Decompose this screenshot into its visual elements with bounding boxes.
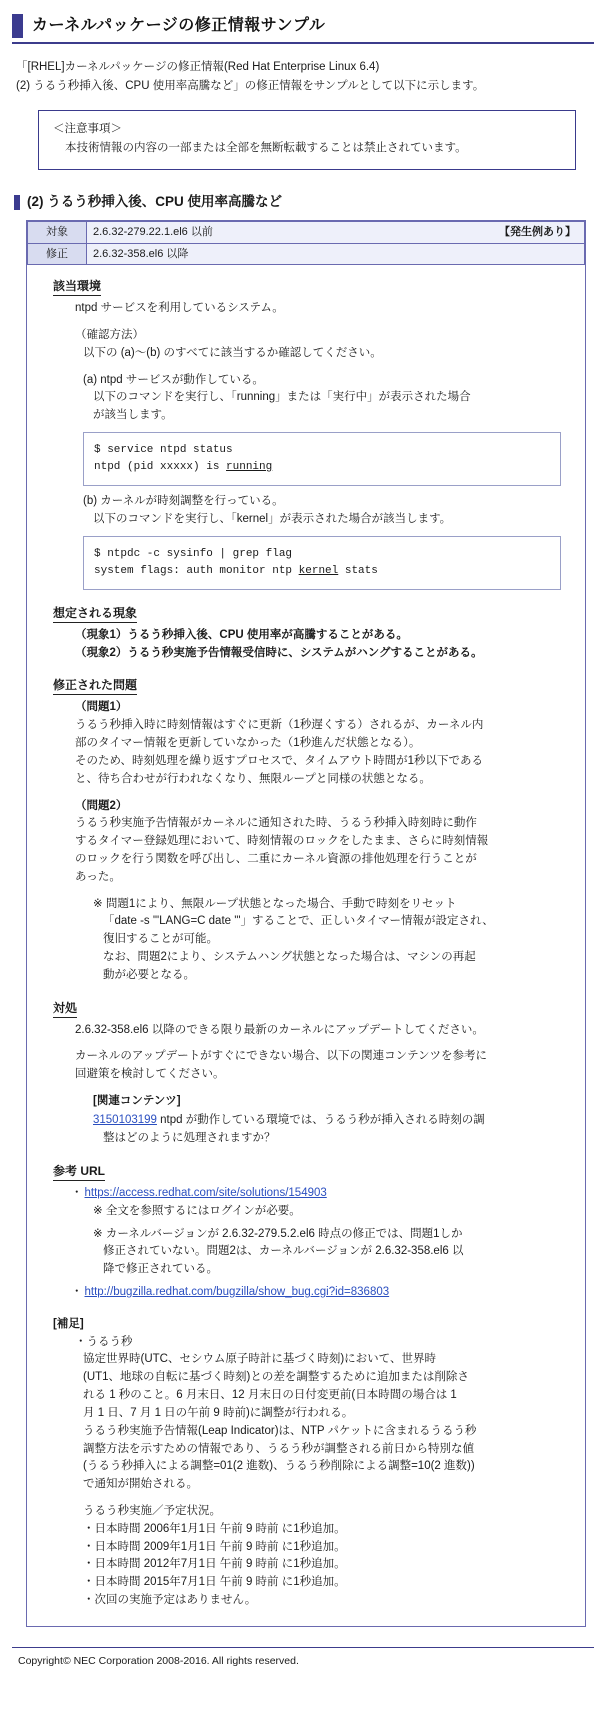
problem-1-line-1: うるう秒挿入時に時刻情報はすぐに更新（1秒遅くする）されるが、カーネル内 <box>75 719 484 732</box>
supplement-line-2: (UT1、地球の自転に基づく時刻)との差を調整するために追加または削除さ <box>83 1371 469 1384</box>
version-row-label-fixed: 修正 <box>28 243 87 265</box>
page-title <box>12 14 594 44</box>
supplement-line-8: で通知が開始される。 <box>83 1478 198 1491</box>
section-heading <box>14 192 594 212</box>
code-line-2-prefix: system flags: auth monitor ntp <box>94 564 299 577</box>
code-block-ntpdc-sysinfo <box>83 536 561 590</box>
fixed-note-line-5: 動が必要となる。 <box>103 968 195 981</box>
version-row-label-target: 対象 <box>28 222 87 244</box>
fixed-note-line-4: なお、問題2により、システムハング状態となった場合は、マシンの再起 <box>103 951 476 963</box>
code-line-2-underlined: kernel <box>298 564 339 577</box>
env-line-1: ntpd サービスを利用しているシステム。 <box>75 302 284 315</box>
code-line-1: $ ntpdc -c sysinfo | grep flag <box>94 547 293 560</box>
env-item-a-desc-2: が該当します。 <box>93 409 173 422</box>
fixed-note-line-1: ※ 問題1により、無限ループ状態となった場合、手動で時刻をリセット <box>93 897 457 910</box>
related-content-link[interactable]: 3150103199 <box>93 1114 157 1127</box>
supplement-line-5: うるう秒実施予告情報(Leap Indicator)は、NTP パケットに含まれるうるう秒 <box>83 1424 477 1437</box>
supplement-item-title: ・うるう秒 <box>75 1335 133 1348</box>
version-table <box>27 221 585 265</box>
action-line-1: 2.6.32-358.el6 以降のできる限り最新のカーネルにアップデートしてください。 <box>75 1023 484 1036</box>
env-item-b-desc: 以下のコマンドを実行し、「kernel」が表示された場合が該当します。 <box>93 512 452 525</box>
title-accent-bar <box>12 14 23 38</box>
schedule-item: ・日本時間 2009年1月1日 午前 9 時前 に1秒追加。 <box>83 1540 346 1553</box>
problem-2-line-4: あった。 <box>75 870 121 883</box>
intro-paragraph <box>16 58 590 96</box>
action-line-3: 回避策を検討してください。 <box>75 1068 225 1081</box>
symptom-item-1: （現象1）うるう秒挿入後、CPU 使用率が高騰することがある。 <box>75 628 408 641</box>
references-section <box>37 1162 575 1302</box>
related-content-entry <box>93 1112 569 1130</box>
fixed-note-line-3: 復旧することが可能。 <box>103 933 218 946</box>
references-heading: 参考 URL <box>53 1162 105 1181</box>
supplement-line-7: (うるう秒挿入による調整=01(2 進数)、うるう秒削除による調整=10(2 進数)) <box>83 1460 475 1473</box>
version-target-text: 2.6.32-279.22.1.el6 以前 <box>93 226 213 239</box>
supplement-line-4: 月 1 日、7 月 1 日の午前 9 時前)に調整が行われる。 <box>83 1406 354 1419</box>
code-line-2-suffix: stats <box>338 564 378 577</box>
related-content-heading: [関連コンテンツ] <box>93 1095 181 1108</box>
schedule-item: ・日本時間 2006年1月1日 午前 9 時前 に1秒追加。 <box>83 1522 346 1535</box>
env-section <box>37 277 575 590</box>
env-item-b-title: (b) カーネルが時刻調整を行っている。 <box>83 495 284 508</box>
symptoms-section <box>37 604 575 663</box>
fixed-issues-heading: 修正された問題 <box>53 676 137 695</box>
env-heading: 該当環境 <box>53 277 101 296</box>
related-content-text-1: ntpd が動作している環境では、うるう秒が挿入される時刻の調 <box>156 1114 485 1127</box>
table-row <box>28 222 585 244</box>
supplement-line-1: 協定世界時(UTC、セシウム原子時計に基づく時刻)において、世界時 <box>83 1353 436 1366</box>
supplement-section <box>37 1316 575 1610</box>
fixed-issues-section <box>37 676 575 984</box>
code-line-2-prefix: ntpd (pid xxxxx) is <box>94 461 227 474</box>
code-line-2-underlined: running <box>226 461 273 474</box>
bullet-dot-icon: ・ <box>71 1186 83 1199</box>
problem-2-line-1: うるう秒実施予告情報がカーネルに通知された時、うるう秒挿入時刻時に動作 <box>75 817 477 830</box>
reference-link-1[interactable]: https://access.redhat.com/site/solutions/154903 <box>84 1186 327 1199</box>
code-block-service-status <box>83 432 561 486</box>
code-line-1: $ service ntpd status <box>94 444 233 456</box>
version-row-value-target <box>87 222 585 244</box>
footer <box>12 1647 594 1680</box>
action-heading: 対処 <box>53 999 77 1018</box>
action-section <box>37 999 575 1148</box>
section-title-text: (2) うるう秒挿入後、CPU 使用率高騰など <box>27 193 283 209</box>
symptoms-heading: 想定される現象 <box>53 604 137 623</box>
problem-2-line-3: のロックを行う関数を呼び出し、二重にカーネル資源の排他処理を行うことが <box>75 852 477 865</box>
reference-item-1 <box>71 1185 569 1203</box>
table-row <box>28 243 585 265</box>
problem-1-line-4: と、待ち合わせが行われなくなり、無限ループと同様の状態となる。 <box>75 772 431 785</box>
notice-heading: ＜注意事項＞ <box>53 122 122 135</box>
problem-1-line-2: 部のタイマー情報を更新していなかった（1秒進んだ状態となる）。 <box>75 737 421 750</box>
symptom-item-2: （現象2）うるう秒実施予告情報受信時に、システムがハングすることがある。 <box>75 646 483 659</box>
env-item-a-title: (a) ntpd サービスが動作している。 <box>83 373 264 386</box>
copyright-text: Copyright© NEC Corporation 2008-2016. All rights reserved. <box>18 1654 299 1667</box>
notice-text: 本技術情報の内容の一部または全部を無断転載することは禁止されています。 <box>65 142 467 155</box>
reference-note-2-line-2: 修正されていない。問題2は、カーネルバージョンが 2.6.32-358.el6 以 <box>103 1245 464 1258</box>
content-block <box>26 220 586 1627</box>
schedule-item: ・日本時間 2015年7月1日 午前 9 時前 に1秒追加。 <box>83 1576 346 1589</box>
reference-note-1: ※ 全文を参照するにはログインが必要。 <box>93 1204 301 1217</box>
supplement-heading: [補足] <box>53 1317 84 1330</box>
problem-2-line-2: するタイマー登録処理において、時刻情報のロックをしたまま、さらに時刻情報 <box>75 835 489 848</box>
reference-item-2 <box>71 1284 569 1302</box>
env-check-line: 以下の (a)～(b) のすべてに該当するか確認してください。 <box>83 346 382 359</box>
block-body <box>27 265 585 1626</box>
fixed-note-line-2: 「date -s '"LANG=C date '"」することで、正しいタイマー情報が設定され、 <box>103 915 494 928</box>
problem-1-line-3: そのため、時刻処理を繰り返すプロセスで、タイムアウト時間が1秒以下である <box>75 754 483 767</box>
action-line-2: カーネルのアップデートがすぐにできない場合、以下の関連コンテンツを参考に <box>75 1050 488 1063</box>
supplement-line-3: れる 1 秒のこと。6 月末日、12 月末日の日付変更前(日本時間の場合は 1 <box>83 1389 457 1402</box>
version-row-value-fixed: 2.6.32-358.el6 以降 <box>87 243 585 265</box>
bullet-dot-icon: ・ <box>71 1286 83 1298</box>
intro-line-2: (2) うるう秒挿入後、CPU 使用率高騰など」の修正情報をサンプルとして以下に示します。 <box>16 80 485 93</box>
reference-note-2-line-3: 降で修正されている。 <box>103 1263 218 1276</box>
schedule-item: ・日本時間 2012年7月1日 午前 9 時前 に1秒追加。 <box>83 1558 346 1571</box>
problem-1-title: （問題1） <box>75 701 128 714</box>
supplement-line-6: 調整方法を示すための情報であり、うるう秒が調整される前日から特別な値 <box>83 1442 474 1455</box>
notice-box <box>38 110 576 170</box>
reference-link-2[interactable]: http://bugzilla.redhat.com/bugzilla/show_bug.cgi?id=836803 <box>84 1286 390 1298</box>
problem-2-title: （問題2） <box>75 799 128 812</box>
env-item-a-desc-1: 以下のコマンドを実行し、「running」または「実行中」が表示された場合 <box>93 391 471 404</box>
section-accent-bar <box>14 195 20 210</box>
schedule-item: ・次回の実施予定はありません。 <box>83 1594 257 1606</box>
intro-line-1: 「[RHEL]カーネルパッケージの修正情報(Red Hat Enterprise Linux 6.4) <box>16 61 380 73</box>
related-content-text-2: 整はどのように処理されますか？ <box>103 1132 276 1145</box>
status-badge: 【発生例あり】 <box>499 226 576 239</box>
schedule-title: うるう秒実施／予定状況。 <box>83 1504 221 1517</box>
env-check-heading: （確認方法） <box>75 328 144 341</box>
reference-note-2-line-1: ※ カーネルバージョンが 2.6.32-279.5.2.el6 時点の修正では、問題1しか <box>93 1227 463 1240</box>
page-title-text: カーネルパッケージの修正情報サンプル <box>32 17 326 34</box>
